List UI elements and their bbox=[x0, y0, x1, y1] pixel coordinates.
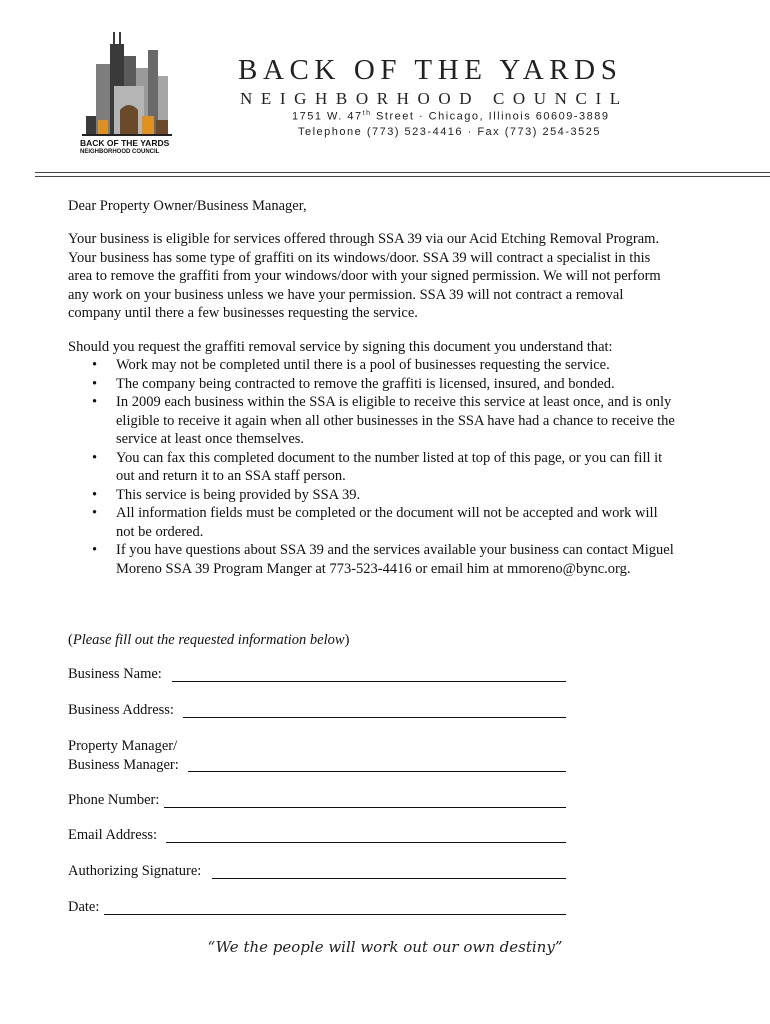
logo-text-line1: BACK OF THE YARDS bbox=[80, 138, 170, 148]
date-field bbox=[68, 898, 99, 917]
property-manager-label: Property Manager/ bbox=[68, 738, 178, 754]
email-address-label: Email Address: bbox=[68, 827, 158, 843]
business-name-input[interactable] bbox=[172, 681, 566, 682]
logo-text-line2: NEIGHBORHOOD COUNCIL bbox=[80, 149, 160, 155]
intro-paragraph: Your business is eligible for services offered through SSA 39 via our Acid Etching Removal Program. Your business has some type of graffiti on its windows/door. SSA 39 will contract a specialist in this area to remove the graffiti from your windows/door with your signed permission. We will not perform any work on your business unless we have your permission. SSA 39 will not contract a removal company until there a few businesses requesting the service. bbox=[68, 231, 661, 321]
list-item: • This service is being provided by SSA 39. bbox=[92, 486, 361, 503]
authorizing-signature-label: Authorizing Signature: bbox=[68, 863, 202, 879]
organization-subtitle: NEIGHBORHOOD COUNCIL bbox=[240, 89, 629, 108]
form-instruction: (Please fill out the requested information below) bbox=[68, 632, 350, 648]
salutation: Dear Property Owner/Business Manager, bbox=[68, 198, 307, 214]
bullet-icon: • bbox=[92, 375, 98, 392]
bullet-icon: • bbox=[92, 505, 98, 521]
bullet-icon: • bbox=[92, 542, 98, 558]
phone-number-input[interactable] bbox=[164, 807, 566, 808]
organization-title: BACK OF THE YARDS bbox=[238, 54, 623, 86]
bullet-icon: • bbox=[92, 486, 98, 503]
list-item: • All information fields must be completed or the document will not be accepted and work will not be ordered. bbox=[92, 505, 658, 540]
organization-telephone: Telephone (773) 523-4416 · Fax (773) 254-3525 bbox=[298, 126, 601, 138]
organization-logo bbox=[80, 30, 176, 162]
organization-motto: “We the people will work out our own destiny” bbox=[207, 938, 563, 956]
business-manager-label: Business Manager: bbox=[68, 756, 179, 773]
conditions-list bbox=[68, 356, 678, 578]
list-item: • You can fax this completed document to the number listed at top of this page, or you can fill it out and return it to an SSA staff person. bbox=[92, 449, 663, 484]
letterhead-divider-bottom bbox=[35, 176, 770, 177]
phone-number-field bbox=[68, 791, 159, 810]
authorizing-signature-field bbox=[68, 862, 201, 881]
bullet-icon: • bbox=[92, 449, 98, 466]
email-address-field bbox=[68, 826, 157, 845]
business-address-field bbox=[68, 701, 174, 720]
date-label: Date: bbox=[68, 899, 100, 915]
bullet-icon: • bbox=[92, 394, 98, 410]
business-name-label: Business Name: bbox=[68, 666, 162, 682]
email-address-input[interactable] bbox=[166, 842, 566, 843]
list-item: • If you have questions about SSA 39 and the services available your business can contact Miguel Moreno SSA 39 Program Manger at 773-523-4416 or email him at mmoreno@bync.org. bbox=[92, 542, 674, 577]
list-item: • Work may not be completed until there is a pool of businesses requesting the service. bbox=[92, 357, 610, 373]
phone-number-label: Phone Number: bbox=[68, 792, 160, 808]
property-manager-field bbox=[68, 737, 179, 774]
list-item: • The company being contracted to remove the graffiti is licensed, insured, and bonded. bbox=[92, 375, 615, 392]
business-address-label: Business Address: bbox=[68, 702, 174, 718]
conditions-intro: Should you request the graffiti removal service by signing this document you understand that: bbox=[68, 339, 613, 355]
list-item: • In 2009 each business within the SSA is eligible to receive this service at least once, and is only eligible to receive it again when all other businesses in the SSA have had a chance to receive the service at least once themselves. bbox=[92, 394, 675, 447]
letterhead-divider-top bbox=[35, 172, 770, 173]
bullet-icon: • bbox=[92, 357, 98, 373]
business-address-input[interactable] bbox=[183, 717, 566, 718]
date-input[interactable] bbox=[104, 914, 566, 915]
authorizing-signature-input[interactable] bbox=[212, 878, 566, 879]
business-name-field bbox=[68, 665, 162, 684]
organization-address: 1751 W. 47th Street · Chicago, Illinois 60609-3889 bbox=[292, 110, 610, 123]
property-manager-input[interactable] bbox=[188, 771, 566, 772]
